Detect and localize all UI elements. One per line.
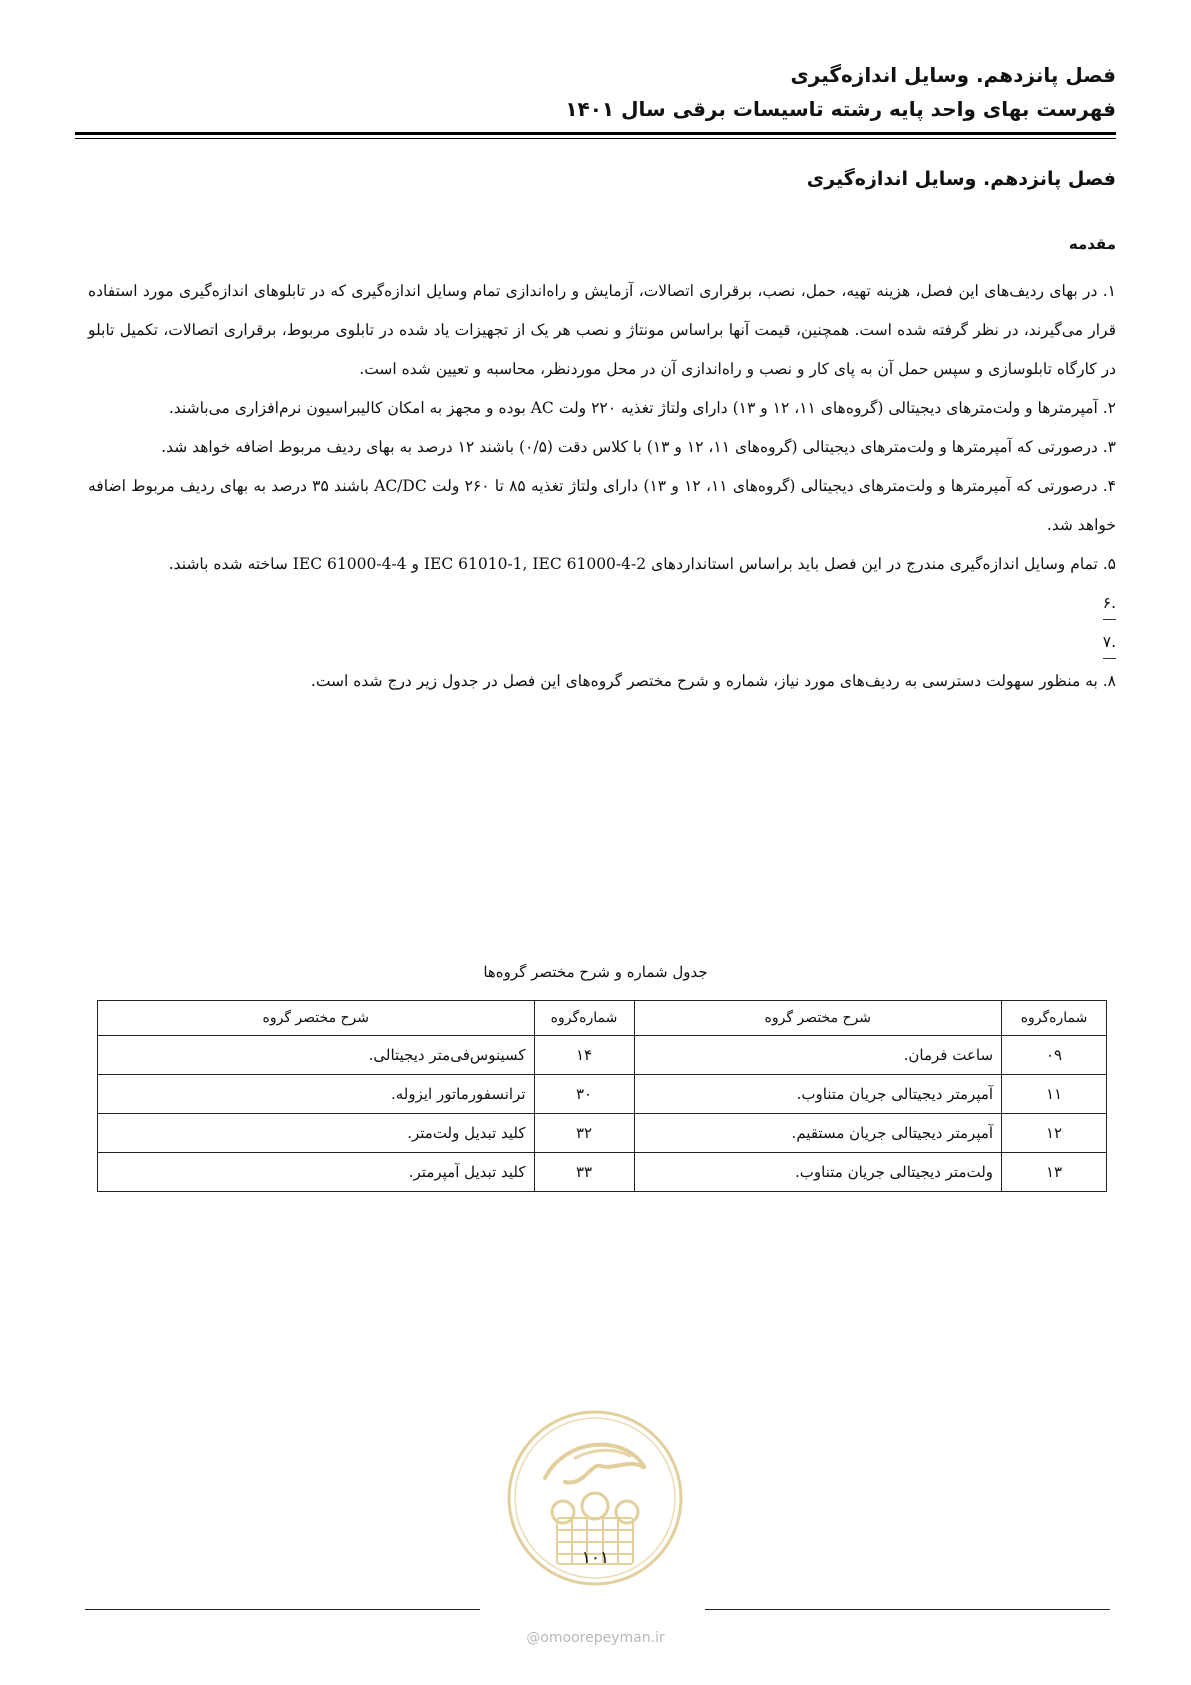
paragraph-1: ۱. در بهای ردیف‌های این فصل، هزینه تهیه، حمل، نصب، برقراری اتصالات، آزمایش و راه‌اندازی تمام وسایل اندازه‌گیری که در تابلوهای اندازه‌گیری مورد استفاده قرار می‌گیرند، در نظر گرفته شده است. همچنین، قیمت آنها براساس مونتاژ و نصب هر یک از تجهیزات یاد شده در تابلوی مربوط، برقراری اتصالات، تکمیل تابلو در کارگاه تابلوسازی و سپس حمل آن به پای کار و نصب و راه‌اندازی آن در محل موردنظر، محاسبه و تعیین شده است. xyxy=(88,282,1116,378)
header-divider-thin xyxy=(75,138,1116,139)
group-number: ۱۴ xyxy=(534,1036,634,1075)
header-divider-thick xyxy=(75,132,1116,135)
paragraph-4: ۴. درصورتی که آمپرمترها و ولت‌مترهای دیجیتالی (گروه‌های ۱۱، ۱۲ و ۱۳) دارای ولتاژ تغذیه ۸۵ تا ۲۶۰ ولت AC/DC باشند ۳۵ درصد به بهای ردیف مربوط اضافه خواهد شد. xyxy=(88,477,1116,534)
page-header xyxy=(75,58,1116,126)
paragraph-5-standard-2: IEC 61000-4-4 xyxy=(292,555,407,573)
item-7-label: .۷ xyxy=(1103,627,1116,659)
group-description: کسینوس‌فی‌متر دیجیتالی. xyxy=(98,1036,535,1075)
paragraph-2: ۲. آمپرمترها و ولت‌مترهای دیجیتالی (گروه‌های ۱۱، ۱۲ و ۱۳) دارای ولتاژ تغذیه ۲۲۰ ولت AC بوده و مجهز به امکان کالیبراسیون نرم‌افزاری می‌باشند. xyxy=(168,399,1116,417)
page-number: ۱۰۱ xyxy=(581,1548,610,1568)
group-number: ۱۳ xyxy=(1002,1153,1107,1192)
chapter-title: فصل پانزدهم. وسایل اندازه‌گیری xyxy=(806,168,1116,190)
group-number: ۱۲ xyxy=(1002,1114,1107,1153)
group-number: ۱۱ xyxy=(1002,1075,1107,1114)
paragraph-6 xyxy=(88,584,1116,623)
group-description: ترانسفورماتور ایزوله. xyxy=(98,1075,535,1114)
paragraph-5-standards: IEC 61010-1, IEC 61000-4-2 xyxy=(423,555,647,573)
table-row xyxy=(98,1075,1107,1114)
table-row xyxy=(98,1153,1107,1192)
paragraph-5-end: ساخته شده باشند. xyxy=(168,555,288,573)
group-description: ساعت فرمان. xyxy=(634,1036,1002,1075)
group-description: کلید تبدیل ولت‌متر. xyxy=(98,1114,535,1153)
paragraph-3: ۳. درصورتی که آمپرمترها و ولت‌مترهای دیجیتالی (گروه‌های ۱۱، ۱۲ و ۱۳) با کلاس دقت (۰/۵) باشند ۱۲ درصد به بهای ردیف مربوط اضافه خواهد شد. xyxy=(161,438,1116,456)
paragraph-5-and: و xyxy=(411,555,419,573)
table-row xyxy=(98,1114,1107,1153)
paragraph-7 xyxy=(88,623,1116,662)
table-caption: جدول شماره و شرح مختصر گروه‌ها xyxy=(483,963,708,981)
group-description: آمپرمتر دیجیتالی جریان متناوب. xyxy=(634,1075,1002,1114)
table-header-row xyxy=(98,1001,1107,1036)
paragraph-5-start: ۵. تمام وسایل اندازه‌گیری مندرج در این فصل باید براساس استانداردهای xyxy=(651,555,1116,573)
footer-divider-left xyxy=(85,1609,480,1610)
group-number: ۰۹ xyxy=(1002,1036,1107,1075)
header-document-title: فهرست بهای واحد پایه رشته تاسیسات برقی سال ۱۴۰۱ xyxy=(565,97,1116,121)
group-description: ولت‌متر دیجیتالی جریان متناوب. xyxy=(634,1153,1002,1192)
watermark: @omoorepeyman.ir xyxy=(526,1630,665,1646)
group-number: ۳۰ xyxy=(534,1075,634,1114)
paragraph-8: ۸. به منظور سهولت دسترسی به ردیف‌های مورد نیاز، شماره و شرح مختصر گروه‌های این فصل در جدول زیر درج شده است. xyxy=(310,672,1116,690)
header-chapter-title: فصل پانزدهم. وسایل اندازه‌گیری xyxy=(790,63,1116,87)
table-row xyxy=(98,1036,1107,1075)
header-group-number-1: شماره‌گروه xyxy=(1002,1001,1107,1036)
group-number: ۳۳ xyxy=(534,1153,634,1192)
header-group-description-2: شرح مختصر گروه xyxy=(98,1001,535,1036)
intro-heading: مقدمه xyxy=(1068,235,1116,253)
groups-table xyxy=(97,1000,1107,1192)
header-group-description-1: شرح مختصر گروه xyxy=(634,1001,1002,1036)
group-description: آمپرمتر دیجیتالی جریان مستقیم. xyxy=(634,1114,1002,1153)
group-number: ۳۲ xyxy=(534,1114,634,1153)
group-description: کلید تبدیل آمپرمتر. xyxy=(98,1153,535,1192)
intro-body xyxy=(88,272,1116,701)
header-group-number-2: شماره‌گروه xyxy=(534,1001,634,1036)
item-6-label: .۶ xyxy=(1103,588,1116,620)
paragraph-5 xyxy=(88,545,1116,584)
footer-divider-right xyxy=(705,1609,1110,1610)
